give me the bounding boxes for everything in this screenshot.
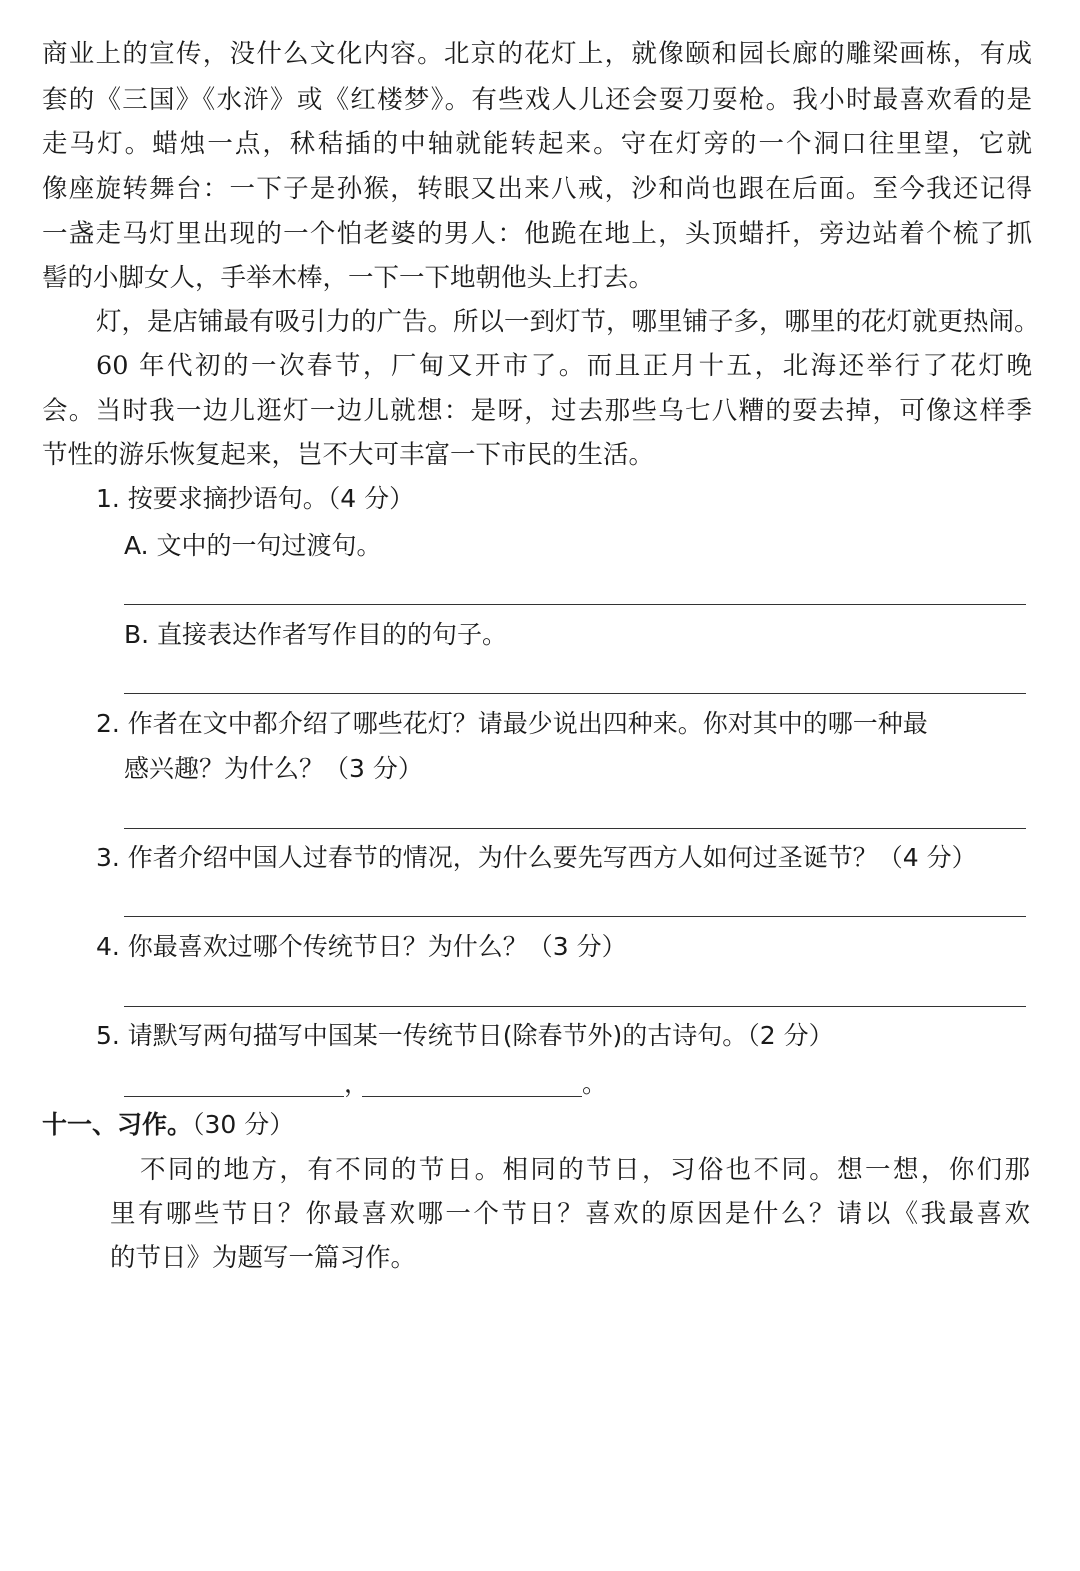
question-2: 2. 作者在文中都介绍了哪些花灯？请最少说出四种来。你对其中的哪一种最 <box>96 709 928 738</box>
answer-line-1a[interactable] <box>124 604 1026 605</box>
answer-line-2[interactable] <box>124 828 1026 829</box>
passage-line: 商业上的宣传，没什么文化内容。北京的花灯上，就像颐和园长廊的雕梁画栋，有成 <box>42 39 1032 69</box>
passage-line: 节性的游乐恢复起来，岂不大可丰富一下市民的生活。 <box>42 440 655 470</box>
poem-blank-2[interactable] <box>362 1096 582 1097</box>
passage-line: 套的《三国》《水浒》或《红楼梦》。有些戏人儿还会耍刀耍枪。我小时最喜欢看的是 <box>42 85 1032 115</box>
section-points: （30 分） <box>192 1110 295 1139</box>
answer-line-1b[interactable] <box>124 693 1026 694</box>
section-title: 十一、习作。 <box>42 1110 193 1139</box>
question-1b: B. 直接表达作者写作目的的句子。 <box>124 620 508 649</box>
section-heading <box>42 1109 294 1141</box>
poem-comma: ， <box>344 1069 370 1098</box>
question-5: 5. 请默写两句描写中国某一传统节日(除春节外)的古诗句。（2 分） <box>96 1021 834 1050</box>
passage-line: 一盏走马灯里出现的一个怕老婆的男人：他跪在地上，头顶蜡扦，旁边站着个梳了抓 <box>42 219 1032 249</box>
composition-prompt-line: 里有哪些节日？你最喜欢哪一个节日？喜欢的原因是什么？请以《我最喜欢 <box>110 1199 1030 1229</box>
composition-prompt-line: 的节日》为题写一篇习作。 <box>110 1243 417 1273</box>
question-2-continued: 感兴趣？为什么？（3 分） <box>124 754 423 783</box>
answer-line-3[interactable] <box>124 916 1026 917</box>
answer-line-4[interactable] <box>124 1006 1026 1007</box>
poem-blank-1[interactable] <box>124 1096 344 1097</box>
question-1a: A. 文中的一句过渡句。 <box>124 531 382 560</box>
question-3: 3. 作者介绍中国人过春节的情况，为什么要先写西方人如何过圣诞节？（4 分） <box>96 843 977 872</box>
passage-line: 髻的小脚女人，手举木棒，一下一下地朝他头上打去。 <box>42 263 655 293</box>
composition-prompt-line: 不同的地方，有不同的节日。相同的节日，习俗也不同。想一想，你们那 <box>140 1155 1030 1185</box>
passage-line: 像座旋转舞台：一下子是孙猴，转眼又出来八戒，沙和尚也跟在后面。至今我还记得 <box>42 174 1032 204</box>
poem-period: 。 <box>582 1069 608 1098</box>
question-4: 4. 你最喜欢过哪个传统节日？为什么？（3 分） <box>96 932 627 961</box>
passage-line: 会。当时我一边儿逛灯一边儿就想：是呀，过去那些乌七八糟的耍去掉，可像这样季 <box>42 396 1032 426</box>
passage-line: 灯，是店铺最有吸引力的广告。所以一到灯节，哪里铺子多，哪里的花灯就更热闹。 <box>96 307 1040 337</box>
passage-line: 走马灯。蜡烛一点，秫秸插的中轴就能转起来。守在灯旁的一个洞口往里望，它就 <box>42 129 1032 159</box>
question-1: 1. 按要求摘抄语句。（4 分） <box>96 484 415 513</box>
passage-line: 60 年代初的一次春节，厂甸又开市了。而且正月十五，北海还举行了花灯晚 <box>96 351 1032 381</box>
